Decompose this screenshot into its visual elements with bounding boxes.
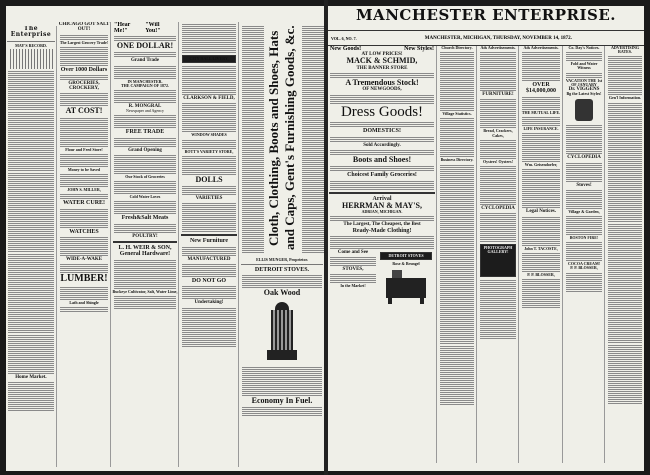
manufactured-label: MANUFACTURED	[187, 256, 231, 262]
chicago-headline: CHICAGO GOT SALT OUT!	[58, 22, 110, 33]
mongrel-label: R. MONGRAL	[128, 104, 162, 110]
poultry-label: POULTRY!	[132, 233, 158, 239]
over-1000-dollars: Over 1000 Dollars	[60, 66, 108, 73]
varieties-label: VARIETIES	[195, 196, 223, 202]
botts-variety-label: BOTT'S VARIETY STORE,	[184, 148, 234, 154]
free-trade-label: FREE TRADE	[125, 129, 165, 136]
masthead-title: MANCHESTER ENTERPRISE.	[355, 6, 617, 24]
grocery-trade-title: The Largest Grocery Trade!	[59, 39, 109, 45]
crockery-label: CROCKERY,	[69, 86, 99, 92]
latest-styles-label: Bg the Latest Styles!	[566, 91, 602, 97]
furniture-label: FURNITURE!	[482, 92, 514, 98]
adrian-label: ADRIAN, MICHIGAN.	[361, 209, 403, 215]
blosser-label-b: P. P. BLOSSER,	[570, 265, 598, 271]
issue-filler	[640, 36, 641, 41]
new-furniture-label: New Furniture	[189, 238, 229, 245]
detroit-stoves-badge	[380, 252, 432, 260]
record-table	[8, 49, 54, 69]
wide-awake-label: WIDE-A-WAKE	[65, 257, 103, 263]
right-column-2	[438, 46, 477, 463]
fold-water-label: Fold and Water Witness	[570, 61, 598, 71]
campaign-1872-label: THE CAMPAIGN OF 1872.	[121, 82, 169, 88]
masthead	[328, 6, 644, 28]
john-miller-label: JOHN S. MILLER,	[67, 187, 101, 193]
hear-me-label: "Hear Me!"	[114, 22, 131, 34]
detroit-stoves-label: DETROIT STOVES	[388, 252, 424, 258]
water-cure-label: WATER CURE!	[62, 200, 106, 207]
bread-crackers-label: Bread, Crackers, Cakes,	[483, 128, 513, 138]
weir-son-label: L. H. WEIR & SON,	[118, 244, 172, 251]
one-dollar-label: ONE DOLLAR!	[116, 41, 174, 50]
boots-shoes-label: Boots and Shoes!	[352, 154, 412, 164]
home-market-notice: Home Market.	[15, 374, 47, 380]
mack-schmid-label: MACK & SCHMID,	[346, 56, 418, 66]
stoves-label: STOVES,	[342, 267, 364, 273]
herrman-may-label: HERRMAN & MAY'S,	[342, 200, 422, 210]
right-column-1	[328, 46, 437, 463]
village-statistics-label: Village Statistics.	[442, 111, 472, 117]
come-and-see-label: Come and See	[337, 249, 369, 255]
village-garden-label: Village & Garden,	[568, 208, 600, 214]
adv-label-a: Ads Advertisements.	[480, 46, 516, 50]
general-hardware-label: General Hardware!	[119, 251, 171, 258]
oysters-label: Oysters! Oysters!	[483, 158, 513, 164]
boston-fire-label: BOSTON FIRE!	[569, 235, 599, 241]
economy-fuel-label: Economy In Fuel.	[251, 395, 313, 405]
business-directory-label: Business Directory.	[440, 157, 474, 163]
new-styles-label: New Styles!	[404, 46, 434, 52]
domestics-label: DOMESTICS!	[362, 128, 401, 135]
left-newspaper-page	[6, 6, 324, 471]
cyclopedia-label-a: CYCLOPEDIA	[481, 206, 515, 211]
stoves-label-b: Stoves!	[576, 182, 592, 188]
clarkson-field-label: CLARKSON & FIELD,	[183, 96, 235, 102]
sold-accordingly-label: Sold Accordingly.	[363, 142, 401, 148]
life-insurance-label: LIFE INSURANCE.	[523, 125, 559, 131]
legal-notices-label: Legal Notices.	[526, 209, 556, 215]
mutual-life-label: THE MUTUAL LIFE.	[521, 109, 561, 115]
dateline: MANCHESTER, MICHIGAN, THURSDAY, NOVEMBER 14, 1872.	[424, 35, 572, 41]
flour-feed-label: Flour and Feed Store!	[65, 146, 103, 152]
grand-opening-label: Grand Opening	[128, 147, 162, 153]
do-not-go-label: DO NOT GO	[191, 278, 227, 284]
fourteen-million-label: OVER $14,000,000	[526, 82, 556, 95]
dolls-label: DOLLS	[195, 174, 223, 184]
buckeye-label: Buckeye Cultivator, Salt, Water Lime,	[112, 288, 178, 294]
dress-goods-label: Dress Goods!	[340, 103, 424, 120]
lath-shingle-label: Lath and Shingle	[69, 299, 99, 305]
newspaper-agency-label: Newspaper and Agency	[126, 108, 164, 114]
record-table-title: MAY'S RECORD.	[15, 42, 47, 48]
undertaking-label: Undertaking!	[194, 300, 224, 306]
will-you-label: "Will You!"	[145, 22, 161, 34]
fresh-salt-meats-label: Fresh&Salt Meats	[121, 215, 169, 222]
low-prices-label: AT LOW PRICES!	[361, 52, 403, 57]
cyclopedia-label-b: CYCLOPEDIA	[567, 155, 601, 161]
nameplate: The Enterprise	[10, 26, 52, 39]
largest-cheapest-label: The Largest, The Cheapest, the Best	[343, 222, 421, 228]
dateline-bar	[328, 30, 644, 46]
right-newspaper-page	[328, 6, 644, 471]
watches-label: WATCHES	[69, 228, 99, 235]
money-saved-label: Money to be Saved	[67, 167, 101, 173]
in-manchester-label: IN MANCHESTER.	[127, 78, 163, 84]
stock-groceries-label: Our Stock of Groceries	[125, 174, 165, 179]
advertising-rates-label: ADVERTISING RATES.	[610, 46, 640, 55]
tacoste-label: John T. TACOSTE,	[524, 245, 558, 251]
new-goods-sub-label: OF NEWGOODS,	[362, 87, 402, 93]
left-column-1	[6, 26, 57, 467]
tremendous-stock-label: A Tremendous Stock!	[345, 77, 419, 87]
ellis-munger-label: ELLIS MUNGER, Proprietor.	[256, 257, 308, 262]
stove-illustration	[267, 302, 297, 362]
vacation-label: VACATION THE 1st OF JANUARY	[565, 77, 603, 87]
window-shades-label: WINDOW SHADES	[191, 132, 227, 138]
livery-label: CITY HALL LIVERY,	[189, 56, 229, 61]
adv-label-b: Ads Advertisements.	[523, 46, 559, 50]
ready-made-clothing-label: Ready-Made Clothing!	[352, 227, 412, 234]
right-column-6	[606, 46, 644, 463]
cookstove-illustration	[386, 270, 426, 304]
lumber-label: LUMBER!	[60, 273, 108, 285]
clock-illustration	[575, 99, 593, 121]
geisendorfer-label: Wm. Geisendorfer,	[524, 162, 558, 168]
church-directory-label: Church Directory.	[441, 46, 473, 50]
right-column-5	[564, 46, 605, 463]
cold-water-label: Cold Water Loves	[129, 194, 161, 200]
right-column-3	[478, 46, 519, 463]
at-cost-label: AT COST!	[65, 106, 103, 116]
left-column-5	[240, 22, 324, 467]
rose-brungel-label: Rose & Brungel	[392, 261, 420, 267]
detroit-stoves-label: DETROIT STOVES.	[254, 267, 310, 274]
general-info-label: Gen'l Information.	[608, 95, 642, 101]
arrival-label: Arrival	[372, 195, 392, 202]
left-column-3	[112, 22, 179, 467]
groceries-label: GROCERIES,	[68, 80, 100, 86]
left-column-2	[58, 22, 111, 467]
dr-viggens-label: Dr. VIGGENS	[568, 86, 600, 92]
clothing-banner: Cloth, Clothing, Boots and Shoes, Hats and Caps, Gent's Furnishing Goods, &c.	[266, 25, 297, 251]
cocoa-cream-label: COCOA CREAM!	[567, 261, 601, 267]
photo-gallery-label: PHOTOGRAPH GALLERY!	[483, 245, 513, 255]
banner-store-label: THE BANNER STORE	[356, 65, 408, 71]
volume-number: VOL. 6, NO. 7.	[331, 35, 357, 41]
family-groceries-label: Choicest Family Groceries!	[347, 172, 417, 179]
right-columns	[328, 46, 644, 467]
grand-trade-label: Grand Trade	[130, 58, 159, 64]
livery-ad	[182, 55, 236, 63]
new-goods-label: New Goods!	[330, 46, 362, 52]
left-column-4	[180, 22, 239, 467]
days-notices-label: Co. Day's Notices.	[568, 46, 600, 50]
right-column-4	[520, 46, 563, 463]
in-the-market-label: In the Market!	[340, 283, 366, 289]
oak-wood-label: Oak Wood	[263, 288, 301, 298]
photo-gallery-ad	[480, 244, 516, 276]
blosser-label-a: P. P. BLOSSER,	[527, 271, 555, 277]
